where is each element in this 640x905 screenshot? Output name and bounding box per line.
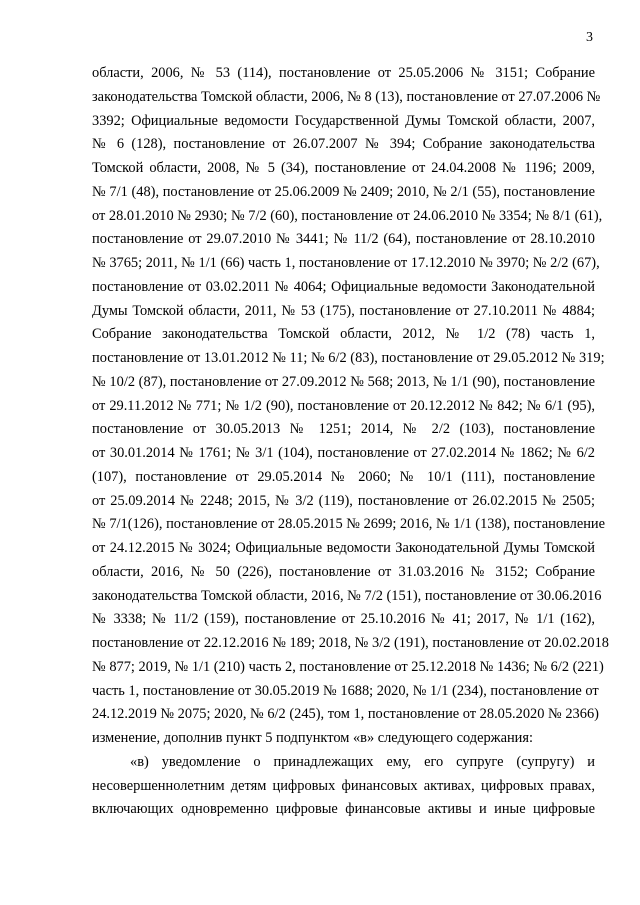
text-line: № 3765; 2011, № 1/1 (66) часть 1, постановление от 17.12.2010 № 3970; № 2/2 (67),: [92, 255, 600, 271]
subitem-line: «в) уведомление о принадлежащих ему, его супруге (супругу) и: [130, 753, 595, 770]
text-line: постановление от 03.02.2011 № 4064; Официальные ведомости Законодательной: [92, 278, 595, 295]
text-line: Собрание законодательства Томской области, 2012, № 1/2 (78) часть 1,: [92, 326, 595, 343]
text-line: (107), постановление от 29.05.2014 № 2060; № 10/1 (111), постановление: [92, 468, 595, 485]
text-line: № 6 (128), постановление от 26.07.2007 № 394; Собрание законодательства: [92, 136, 595, 153]
text-line: Думы Томской области, 2011, № 53 (175), постановление от 27.10.2011 № 4884;: [92, 302, 595, 319]
text-line: № 877; 2019, № 1/1 (210) часть 2, постановление от 25.12.2018 № 1436; № 6/2 (221): [92, 658, 604, 675]
document-body: [92, 62, 609, 822]
text-line: от 28.01.2010 № 2930; № 7/2 (60), постановление от 24.06.2010 № 3354; № 8/1 (61),: [92, 207, 603, 224]
subitem-line: несовершеннолетним детям цифровых финансовых активах, цифровых правах,: [92, 777, 595, 794]
text-line: от 25.09.2014 № 2248; 2015, № 3/2 (119), постановление от 26.02.2015 № 2505;: [92, 492, 595, 509]
page-number: 3: [586, 30, 593, 45]
text-line: от 24.12.2015 № 3024; Официальные ведомости Законодательной Думы Томской: [92, 540, 595, 556]
text-line: постановление от 13.01.2012 № 11; № 6/2 (83), постановление от 29.05.2012 № 319;: [92, 350, 605, 366]
text-line: от 29.11.2012 № 771; № 1/2 (90), постановление от 20.12.2012 № 842; № 6/1 (95),: [92, 397, 595, 414]
text-line: области, 2006, № 53 (114), постановление от 25.05.2006 № 3151; Собрание: [92, 65, 595, 81]
text-line: Томской области, 2008, № 5 (34), постановление от 24.04.2008 № 1196; 2009,: [92, 160, 595, 176]
text-line: законодательства Томской области, 2016, № 7/2 (151), постановление от 30.06.2016: [92, 587, 602, 604]
text-line: от 30.01.2014 № 1761; № 3/1 (104), постановление от 27.02.2014 № 1862; № 6/2: [92, 445, 595, 461]
subitem-line: включающих одновременно цифровые финансовые активы и иные цифровые: [92, 801, 595, 818]
text-line: постановление от 22.12.2016 № 189; 2018, № 3/2 (191), постановление от 20.02.2018: [92, 635, 609, 651]
text-line: № 3338; № 11/2 (159), постановление от 25.10.2016 № 41; 2017, № 1/1 (162),: [92, 611, 595, 628]
text-line: области, 2016, № 50 (226), постановление от 31.03.2016 № 3152; Собрание: [92, 563, 595, 580]
text-line: № 7/1(126), постановление от 28.05.2015 № 2699; 2016, № 1/1 (138), постановление: [92, 516, 605, 533]
text-line: № 10/2 (87), постановление от 27.09.2012 № 568; 2013, № 1/1 (90), постановление: [92, 373, 595, 390]
text-line: часть 1, постановление от 30.05.2019 № 1688; 2020, № 1/1 (234), постановление от: [92, 682, 599, 699]
text-line: постановление от 29.07.2010 № 3441; № 11/2 (64), постановление от 28.10.2010: [92, 231, 595, 248]
text-line: № 7/1 (48), постановление от 25.06.2009 № 2409; 2010, № 2/1 (55), постановление: [92, 183, 595, 200]
text-line: 3392; Официальные ведомости Государственной Думы Томской области, 2007,: [92, 112, 595, 129]
text-line: 24.12.2019 № 2075; 2020, № 6/2 (245), том 1, постановление от 28.05.2020 № 2366): [92, 706, 599, 723]
text-line: постановление от 30.05.2013 № 1251; 2014, № 2/2 (103), постановление: [92, 421, 595, 438]
text-line: законодательства Томской области, 2006, № 8 (13), постановление от 27.07.2006 №: [92, 88, 601, 105]
text-line: изменение, дополнив пункт 5 подпунктом «в» следующего содержания:: [92, 730, 533, 746]
